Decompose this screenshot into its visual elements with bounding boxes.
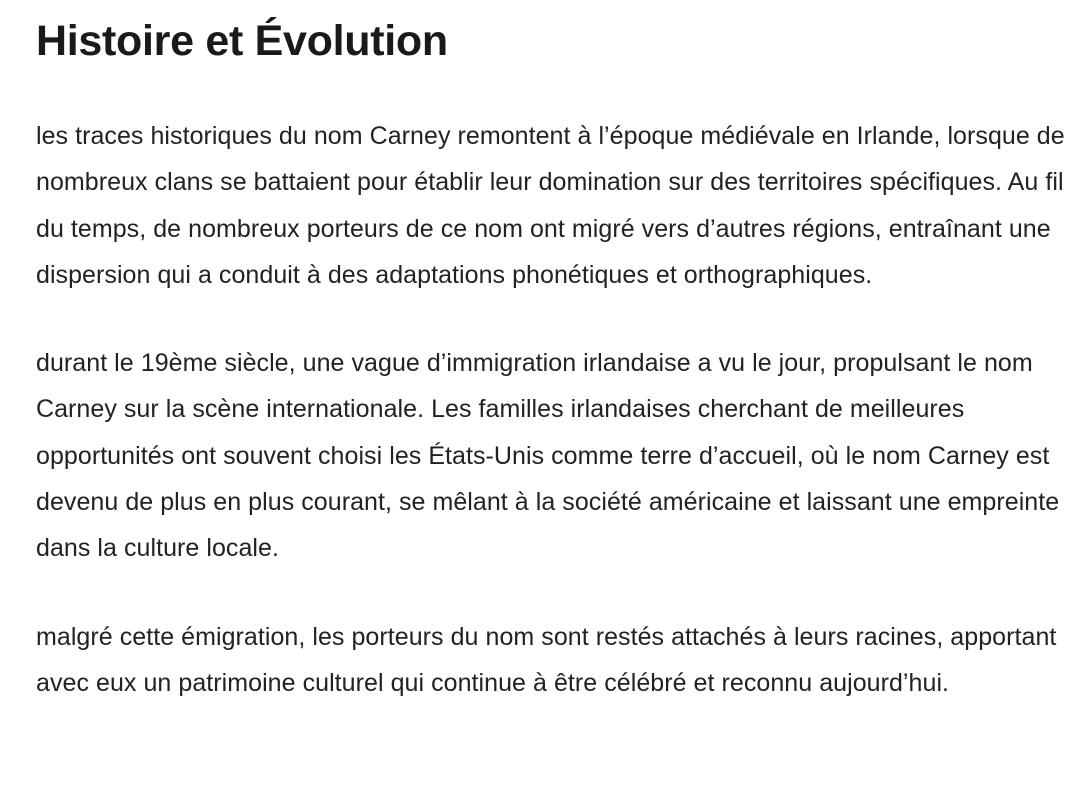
paragraph-medieval-origins: les traces historiques du nom Carney remontent à l’époque médiévale en Irlande, lorsque de nombreux clans se battaient pour établir leur domination sur des territoires spécifiques. Au fil du temps, de nombreux porteurs de ce nom ont migré vers d’autres régions, entraînant une dispersion qui a conduit à des adaptations phonétiques et orthographiques. <box>36 122 1065 289</box>
article <box>36 14 1076 706</box>
paragraph-cultural-heritage: malgré cette émigration, les porteurs du nom sont restés attachés à leurs racines, apportant avec eux un patrimoine culturel qui continue à être célébré et reconnu aujourd’hui. <box>36 622 1057 697</box>
section-heading: Histoire et Évolution <box>36 17 448 65</box>
paragraph-19th-century-immigration: durant le 19ème siècle, une vague d’immigration irlandaise a vu le jour, propulsant le nom Carney sur la scène internationale. Les familles irlandaises cherchant de meilleures opportunités ont souvent choisi les États-Unis comme terre d’accueil, où le nom Carney est devenu de plus en plus courant, se mêlant à la société américaine et laissant une empreinte dans la culture locale. <box>36 349 1060 563</box>
